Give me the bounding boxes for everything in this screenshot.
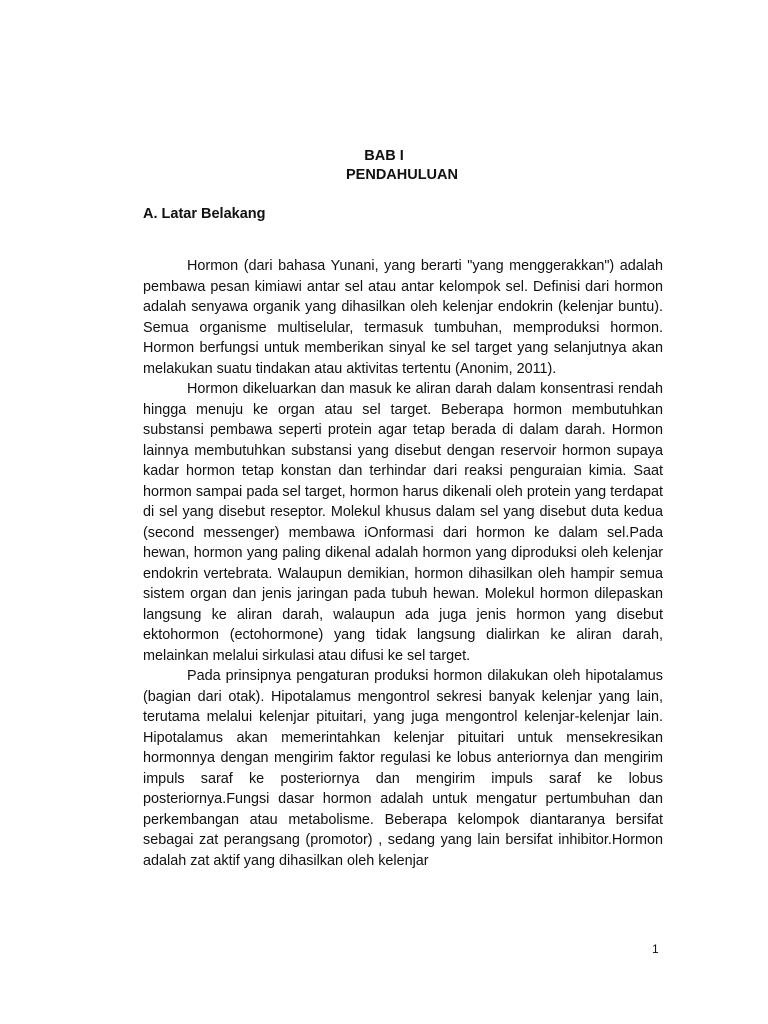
paragraph-2: Hormon dikeluarkan dan masuk ke aliran darah dalam konsentrasi rendah hingga menuju ke organ atau sel target. Beberapa hormon membutuhkan substansi pembawa seperti protein agar tetap berada di dalam darah. Hormon lainnya membutuhkan substansi yang disebut dengan reservoir hormon supaya kadar hormon tetap konstan dan terhindar dari reaksi penguraian kimia. Saat hormon sampai pada sel target, hormon harus dikenali oleh protein yang terdapat di sel yang disebut reseptor. Molekul khusus dalam sel yang disebut duta kedua (second messenger) membawa iOnformasi dari hormon ke dalam sel.Pada hewan, hormon yang paling dikenal adalah hormon yang diproduksi oleh kelenjar endokrin vertebrata. Walaupun demikian, hormon dihasilkan oleh hampir semua sistem organ dan jenis jaringan pada tubuh hewan. Molekul hormon dilepaskan langsung ke aliran darah, walaupun ada juga jenis hormon yang disebut ektohormon (ectohormone) yang tidak langsung dialirkan ke aliran darah, melainkan melalui sirkulasi atau difusi ke sel target. xyxy=(143,381,663,664)
body-text xyxy=(143,256,663,871)
chapter-title: PENDAHULUAN xyxy=(346,167,458,183)
paragraph-3: Pada prinsipnya pengaturan produksi hormon dilakukan oleh hipotalamus (bagian dari otak). Hipotalamus mengontrol sekresi banyak kelenjar yang lain, terutama melalui kelenjar pituitari, yang juga mengontrol kelenjar-kelenjar lain. Hipotalamus akan memerintahkan kelenjar pituitari untuk mensekresikan hormonnya dengan mengirim faktor regulasi ke lobus anteriornya dan mengirim impuls saraf ke posteriornya dan mengirim impuls saraf ke lobus posteriornya.Fungsi dasar hormon adalah untuk mengatur pertumbuhan dan perkembangan atau metabolisme. Beberapa kelompok diantaranya bersifat sebagai zat perangsang (promotor) , sedang yang lain bersifat inhibitor.Hormon adalah zat aktif yang dihasilkan oleh kelenjar xyxy=(143,668,663,869)
chapter-number: BAB I xyxy=(364,148,404,164)
section-title: A. Latar Belakang xyxy=(143,206,266,222)
page-number: 1 xyxy=(652,942,659,956)
paragraph-1: Hormon (dari bahasa Yunani, yang berarti "yang menggerakkan") adalah pembawa pesan kimiawi antar sel atau antar kelompok sel. Definisi dari hormon adalah senyawa organik yang dihasilkan oleh kelenjar endokrin (kelenjar buntu). Semua organisme multiselular, termasuk tumbuhan, memproduksi hormon. Hormon berfungsi untuk memberikan sinyal ke sel target yang selanjutnya akan melakukan suatu tindakan atau aktivitas tertentu (Anonim, 2011). xyxy=(143,258,663,377)
